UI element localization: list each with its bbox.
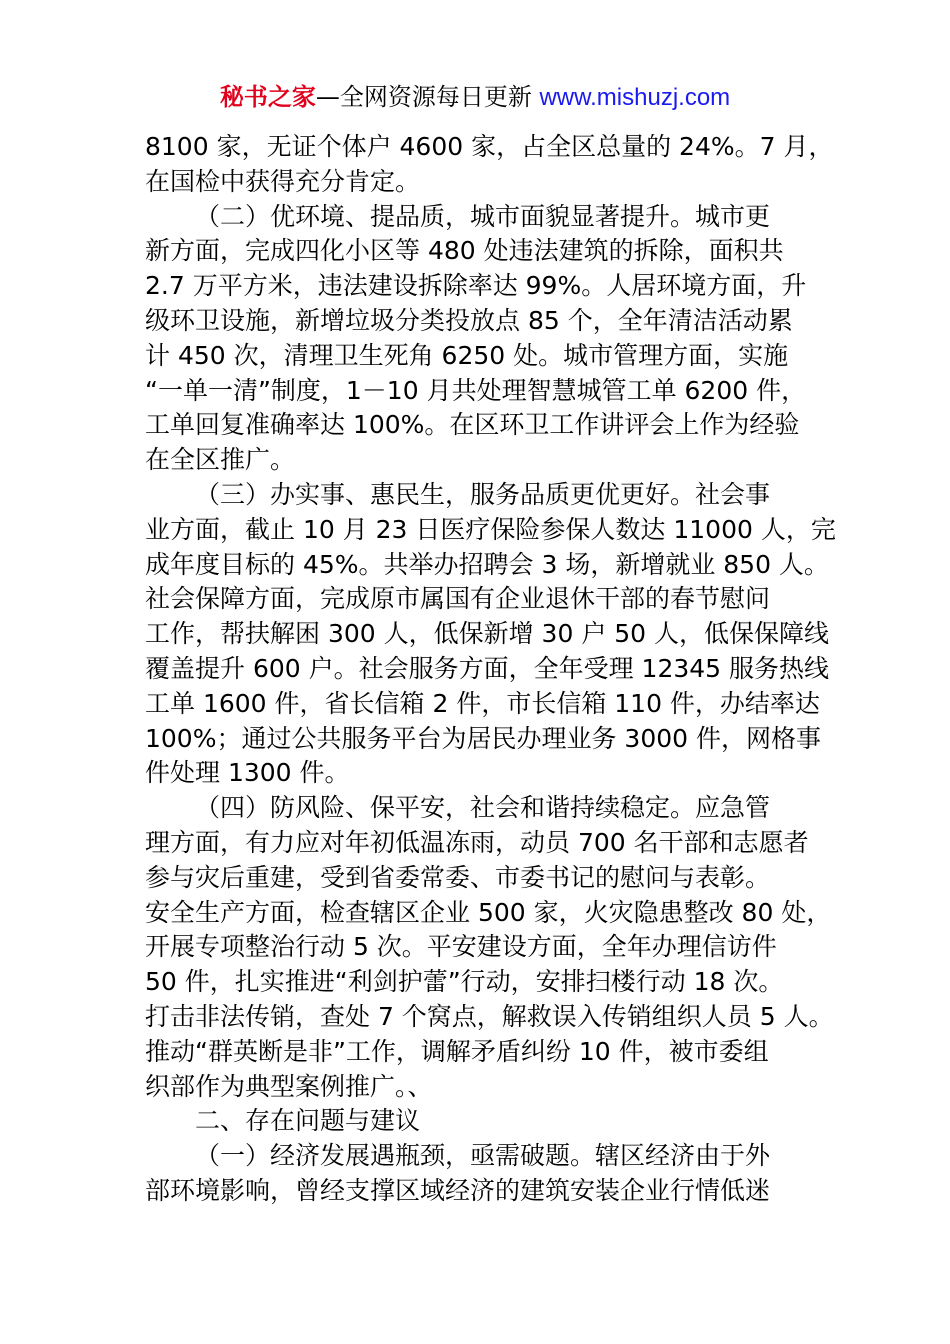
text-line: 织部作为典型案例推广。、	[145, 1071, 433, 1101]
text-line: 在全区推广。	[145, 445, 296, 475]
text-line: 业方面，截止 10 月 23 日医疗保险参保人数达 11000 人，完	[145, 514, 836, 544]
text-line: 部环境影响，曾经支撑区域经济的建筑安装企业行情低迷	[145, 1175, 771, 1205]
text-line: 50 件，扎实推进“利剑护蕾”行动，安排扫楼行动 18 次。	[145, 967, 784, 997]
text-line: 件处理 1300 件。	[145, 758, 350, 788]
site-tagline: —全网资源每日更新	[315, 83, 540, 111]
text-line: “一单一清”制度，1－10 月共处理智慧城管工单 6200 件，	[145, 375, 807, 405]
text-line: 安全生产方面，检查辖区企业 500 家，火灾隐患整改 80 处，	[145, 897, 832, 927]
text-line: 社会保障方面，完成原市属国有企业退休干部的春节慰问	[145, 584, 771, 614]
site-header	[0, 80, 950, 115]
text-line: 工作，帮扶解困 300 人，低保新增 30 户 50 人，低保保障线	[145, 619, 830, 649]
text-line: （三）办实事、惠民生，服务品质更优更好。社会事	[195, 479, 771, 509]
text-line: 计 450 次，清理卫生死角 6250 处。城市管理方面，实施	[145, 340, 789, 370]
text-line: （一）经济发展遇瓶颈，亟需破题。辖区经济由于外	[195, 1141, 771, 1171]
text-line: 开展专项整治行动 5 次。平安建设方面，全年办理信访件	[145, 932, 777, 962]
text-line: 推动“群英断是非”工作，调解矛盾纠纷 10 件，被市委组	[145, 1036, 769, 1066]
text-line: 新方面，完成四化小区等 480 处违法建筑的拆除，面积共	[145, 236, 784, 266]
text-line: （四）防风险、保平安，社会和谐持续稳定。应急管	[195, 793, 771, 823]
text-line: 2.7 万平方米，违法建设拆除率达 99%。人居环境方面，升	[145, 271, 807, 301]
text-line: 成年度目标的 45%。共举办招聘会 3 场，新增就业 850 人。	[145, 549, 829, 579]
text-line: （二）优环境、提品质，城市面貌显著提升。城市更	[195, 201, 771, 231]
text-line: 理方面，有力应对年初低温冻雨，动员 700 名干部和志愿者	[145, 827, 809, 857]
site-brand: 秘书之家	[219, 83, 316, 111]
text-line: 打击非法传销，查处 7 个窝点，解救误入传销组织人员 5 人。	[145, 1001, 834, 1031]
text-line: 在国检中获得充分肯定。	[145, 166, 421, 196]
text-line: 工单 1600 件，省长信箱 2 件，市长信箱 110 件，办结率达	[145, 688, 820, 718]
text-line: 8100 家，无证个体户 4600 家，占全区总量的 24%。7 月，	[145, 132, 834, 161]
text-line: 参与灾后重建，受到省委常委、市委书记的慰问与表彰。	[145, 862, 771, 892]
text-line: 100%；通过公共服务平台为居民办理业务 3000 件，网格事	[145, 723, 821, 753]
text-line: 覆盖提升 600 户。社会服务方面，全年受理 12345 服务热线	[145, 653, 830, 683]
text-line: 二、存在问题与建议	[195, 1106, 421, 1136]
site-url-link[interactable]: www.mishuzj.com	[539, 84, 731, 111]
document-body	[145, 130, 836, 1209]
text-line: 工单回复准确率达 100%。在区环卫工作讲评会上作为经验	[145, 410, 800, 440]
text-line: 级环卫设施，新增垃圾分类投放点 85 个，全年清洁活动累	[145, 305, 793, 335]
